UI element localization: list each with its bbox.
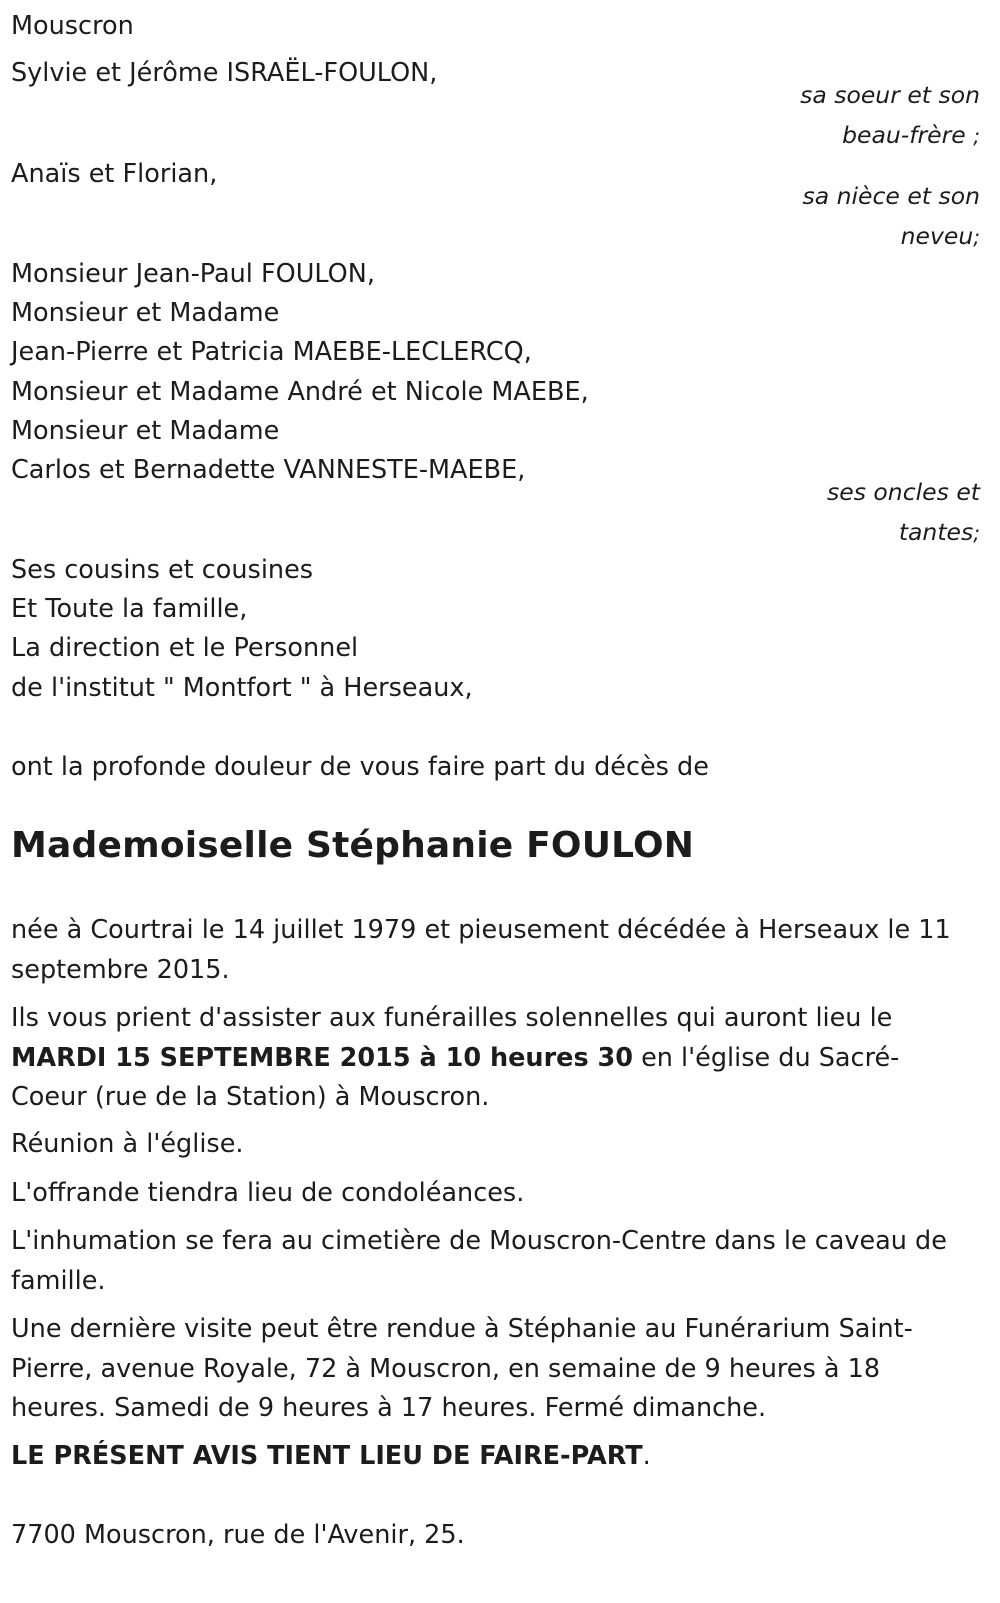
family-names-block <box>11 255 589 490</box>
announcement: ont la profonde douleur de vous faire part du décès de <box>11 752 709 782</box>
family-relation-line <box>11 116 980 157</box>
address: 7700 Mouscron, rue de l'Avenir, 25. <box>11 1520 465 1550</box>
meeting-text: Réunion à l'église. <box>11 1129 244 1159</box>
birth-death-text: née à Courtrai le 14 juillet 1979 et pieusement décédée à Herseaux le 11 septembre 2015. <box>11 915 951 985</box>
family-relation-word: tantes <box>898 517 974 546</box>
family-name-line: Monsieur et Madame <box>11 298 280 329</box>
visit-text: Une dernière visite peut être rendue à Stéphanie au Funérarium Saint-Pierre, avenue Royale, 72 à Mouscron, en semaine de 9 heures à 18 heures. Samedi de 9 heures à 17 heures. Fermé dimanche. <box>11 1314 913 1423</box>
family-relation-line <box>11 513 980 554</box>
family-relation-line: sa soeur et son <box>800 81 980 109</box>
family-relation-line: ses oncles et <box>827 478 980 506</box>
family-relation <box>11 473 980 553</box>
family-relation <box>11 177 980 257</box>
city-heading: Mouscron <box>11 11 134 41</box>
deceased-name: Mademoiselle Stéphanie FOULON <box>11 825 695 866</box>
other-mourner-line: de l'institut " Montfort " à Herseaux, <box>11 672 473 703</box>
funeral-datetime: MARDI 15 SEPTEMBRE 2015 à 10 heures 30 <box>11 1042 633 1073</box>
other-mourner-line: Et Toute la famille, <box>11 594 248 625</box>
burial-text: L'inhumation se fera au cimetière de Mouscron-Centre dans le caveau de famille. <box>11 1226 947 1296</box>
funeral-location: en l'église du Sacré-Coeur (rue de la Station) à Mouscron. <box>11 1042 900 1112</box>
family-relation-line <box>11 217 980 258</box>
family-names: Sylvie et Jérôme ISRAËL-FOULON, <box>11 58 438 88</box>
family-relation-punct: ; <box>973 520 980 545</box>
family-name-line: Monsieur Jean-Paul FOULON, <box>11 259 375 289</box>
family-relation-word: beau-frère <box>842 120 966 149</box>
family-relation-line: sa nièce et son <box>802 182 980 210</box>
funeral-text <box>11 999 966 1118</box>
other-mourner-line: Ses cousins et cousines <box>11 555 314 585</box>
family-relation-punct: ; <box>973 224 980 249</box>
funeral-intro: Ils vous prient d'assister aux funérailles solennelles qui auront lieu le <box>11 1003 893 1033</box>
family-name-line: Jean-Pierre et Patricia MAEBE-LECLERCQ, <box>11 337 532 368</box>
family-name-line: Monsieur et Madame <box>11 415 280 446</box>
other-mourners <box>11 551 473 708</box>
offering-text: L'offrande tiendra lieu de condoléances. <box>11 1178 525 1208</box>
other-mourner-line: La direction et le Personnel <box>11 633 359 664</box>
notice-punct: . <box>642 1441 651 1471</box>
family-relation-punct: ; <box>973 123 980 148</box>
family-names: Anaïs et Florian, <box>11 159 218 189</box>
family-name-line: Carlos et Bernadette VANNESTE-MAEBE, <box>11 455 526 486</box>
family-name-line: Monsieur et Madame André et Nicole MAEBE, <box>11 376 589 407</box>
notice-text <box>11 1437 651 1477</box>
family-relation <box>11 76 980 156</box>
notice-bold: LE PRÉSENT AVIS TIENT LIEU DE FAIRE-PART <box>11 1441 643 1471</box>
family-relation-word: neveu <box>900 221 974 250</box>
